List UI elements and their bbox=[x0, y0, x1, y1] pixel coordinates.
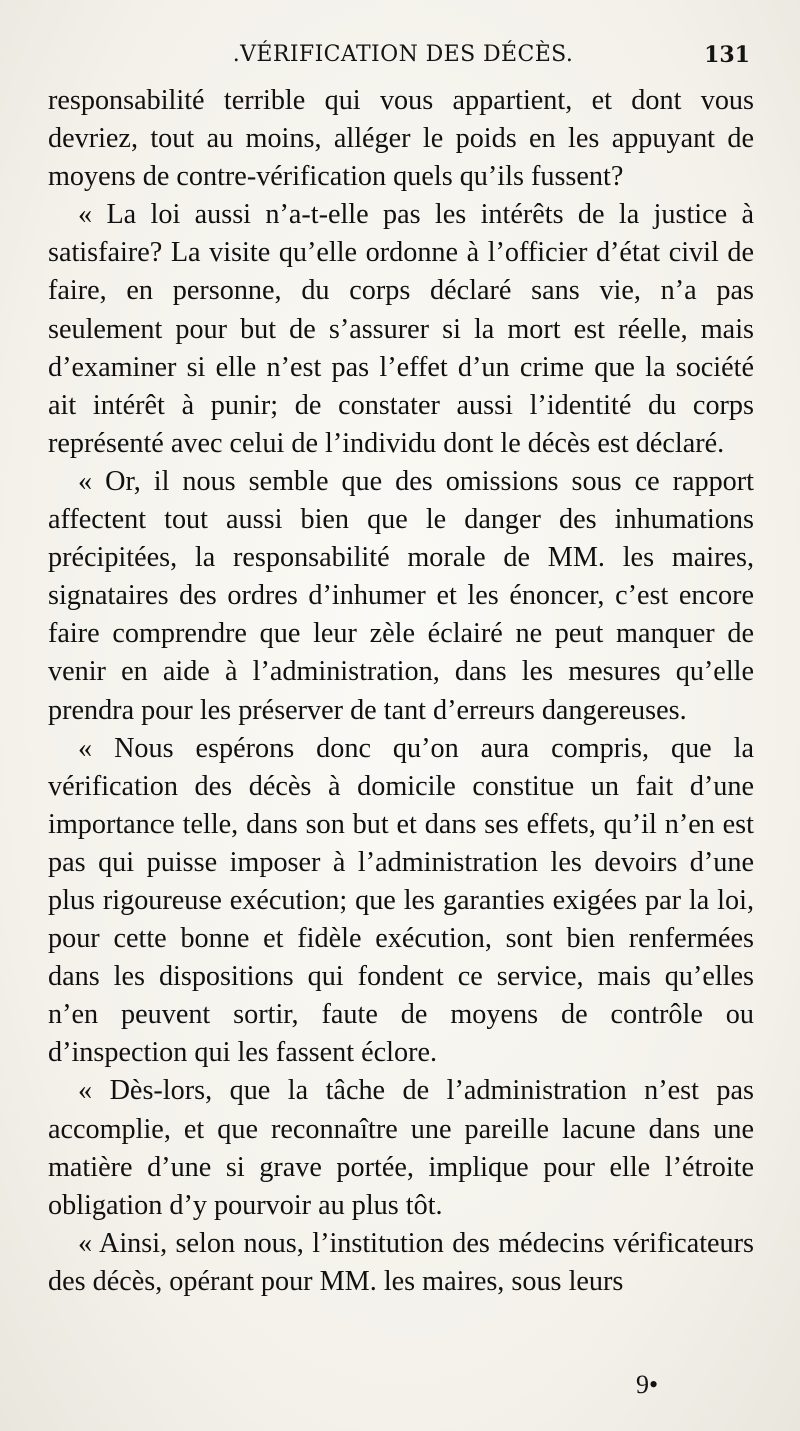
signature-mark: 9• bbox=[636, 1370, 659, 1399]
paragraph: « Nous espérons donc qu’on aura compris, que la vérification des décès à domicile constitue un fait d’une importance telle, dans son but et dans ses effets, qu’il n’en est pas qui puisse imposer à l’administration les devoirs d’une plus rigoureuse exécution; que les garanties exigées par la loi, pour cette bonne et fidèle exécution, sont bien renfermées dans les dispositions qui fondent ce service, mais qu’elles n’en peuvent sortir, faute de moyens de contrôle ou d’inspection qui les fassent éclore. bbox=[48, 732, 754, 1069]
paragraph-continuation: responsabilité terrible qui vous appartient, et dont vous devriez, tout au moins, alléger le poids en les appuyant de moyens de contre-vérification quels qu’ils fussent? bbox=[48, 85, 754, 193]
paragraph: « Dès-lors, que la tâche de l’administration n’est pas accomplie, et que reconnaître une pareille lacune dans une matière d’une si grave portée, implique pour elle l’étroite obligation d’y pourvoir au plus tôt. bbox=[48, 1075, 754, 1221]
page-header bbox=[48, 42, 750, 78]
running-head: .VÉRIFICATION DES DÉCÈS. bbox=[232, 42, 574, 67]
body-text bbox=[48, 82, 754, 1301]
page-number: 131 bbox=[704, 42, 750, 68]
paragraph: « La loi aussi n’a-t-elle pas les intérêts de la justice à satisfaire? La visite qu’elle ordonne à l’officier d’état civil de faire, en personne, du corps déclaré sans vie, n’a pas seulement pour but de s’assurer si la mort est réelle, mais d’examiner si elle n’est pas l’effet d’un crime que la société ait intérêt à punir; de constater aussi l’identité du corps représenté avec celui de l’individu dont le décès est déclaré. bbox=[48, 199, 754, 459]
paragraph: « Ainsi, selon nous, l’institution des médecins vérificateurs des décès, opérant pour MM. les maires, sous leurs bbox=[48, 1227, 754, 1297]
paragraph: « Or, il nous semble que des omissions sous ce rapport affectent tout aussi bien que le danger des inhumations précipitées, la responsabilité morale de MM. les maires, signataires des ordres d’inhumer et les énoncer, c’est encore faire comprendre que leur zèle éclairé ne peut manquer de venir en aide à l’administration, dans les mesures qu’elle prendra pour les préserver de tant d’erreurs dangereuses. bbox=[48, 465, 754, 726]
